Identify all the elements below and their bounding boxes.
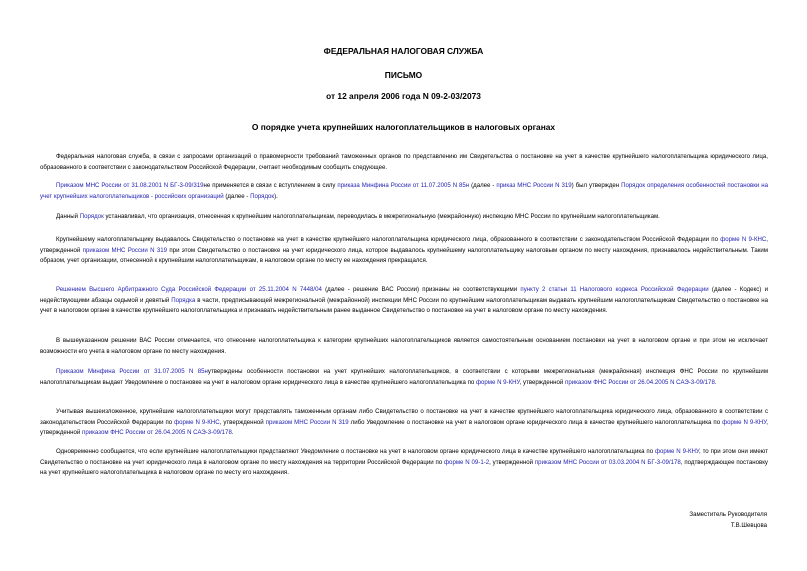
link-order-mns-319[interactable]: приказ МНС России N 319 [496, 182, 572, 189]
signature-position: Заместитель Руководителя [689, 511, 767, 518]
paragraph-text: (далее - [469, 182, 497, 189]
paragraph-text: , утвержденной [219, 418, 266, 426]
paragraph-conclusion [40, 407, 768, 439]
paragraph-text: при этом Свидетельство о постановке на учет юридического лица, которое выдавалось крупнейшему налогоплательщику налоговым органом по месту нахождения, признавалось недействительным. Таким образом, учет организации, отнесенной к крупнейшим налогоплательщикам, в налоговом органе по месту ее нахождения прекращался. [40, 246, 768, 265]
paragraph-text: устанавливал, что организация, отнесенная к крупнейшим налогоплательщикам, переводилась в межрегиональную (межрайонную) инспекцию МНС России по крупнейшим налогоплательщикам. [103, 213, 660, 220]
paragraph-text: , подтверждающее постановку на учет крупнейшего налогоплательщика в налоговом органе по месту его нахождения. [40, 458, 768, 477]
link-tax-code-article-11[interactable]: пункту 2 статьи 11 Налогового кодекса Российской Федерации [520, 286, 709, 293]
paragraph-text: (далее - решение ВАС России) признаны не соответствующими [321, 286, 521, 293]
link-procedure-short[interactable]: Порядок [250, 192, 275, 200]
link-procedure-short[interactable]: Порядка [171, 296, 196, 304]
link-order-fns-sae-178[interactable]: приказом ФНС России от 26.04.2005 N САЭ-3-09/178 [82, 429, 232, 437]
link-form-09-1-2[interactable]: форме N 09-1-2 [444, 458, 490, 466]
link-form-9-knu[interactable]: форме N 9-КНУ [476, 378, 520, 386]
agency-name: ФЕДЕРАЛЬНАЯ НАЛОГОВАЯ СЛУЖБА [323, 46, 484, 56]
link-procedure-short[interactable]: Порядок [79, 213, 104, 220]
link-order-minfin-85n[interactable]: Приказом Минфина России от 31.07.2005 N 85н [56, 368, 208, 375]
paragraph-intro [40, 152, 768, 173]
link-form-9-knu[interactable]: форме N 9-КНУ [655, 448, 699, 455]
signature-name: Т.В.Шевцова [730, 522, 767, 529]
paragraph-text: утверждены особенности постановки на учет крупнейших налогоплательщиков, в соответствии с которыми межрегиональная (межрайонная) инспекция ФНС России по крупнейшим налогоплательщикам выдает Уведомление о постановке на учет в налоговом органе юридического лица в качестве крупнейшего налогоплательщика по [40, 368, 769, 386]
paragraph-text: . [231, 429, 234, 437]
paragraph-additional [40, 447, 768, 479]
link-form-9-kns[interactable]: форме N 9-КНС [720, 236, 767, 243]
paragraph-procedure [40, 212, 768, 223]
paragraph-text: , то при этом они имеют Свидетельство о постановке на учет юридического лица в налоговом органе по месту нахождения на территории Российской Федерации по [40, 448, 768, 466]
link-order-minfin-85n[interactable]: приказа Минфина России от 11.07.2005 N 85н [337, 182, 470, 189]
paragraph-text: , утвержденной [519, 378, 566, 386]
paragraph-text: , утвержденной [40, 236, 768, 254]
paragraph-certificate [40, 235, 768, 267]
paragraph-order-319 [40, 181, 768, 202]
paragraph-text: Данный [56, 213, 80, 220]
link-form-9-kns[interactable]: форме N 9-КНС [174, 418, 220, 426]
link-court-decision[interactable]: Решением Высшего Арбитражного Суда Российской Федерации от 25.11.2004 N 7448/04 [56, 286, 322, 293]
paragraph-court-decision [40, 285, 768, 317]
paragraph-text: . [714, 378, 717, 386]
link-procedure[interactable]: Порядок определения особенностей постановки на учет крупнейших налогоплательщиков - российских организаций [40, 182, 768, 200]
link-form-9-knu[interactable]: форме N 9-КНУ [722, 418, 767, 426]
link-order-mns-bg-178[interactable]: приказом МНС России от 03.03.2004 N БГ-3-09/178 [534, 458, 681, 466]
paragraph-vas-note [40, 336, 768, 357]
paragraph-order-85n [40, 367, 768, 388]
paragraph-text: , утвержденной [40, 418, 768, 437]
paragraph-text: В вышеуказанном решении ВАС России отмечается, что отнесение налогоплательщика к категории крупнейших налогоплательщиков является самостоятельным основанием постановки на учет в налоговом органе и при этом не исключает возможности его учета в налоговом органе по месту нахождения. [40, 337, 768, 355]
paragraph-text: в части, предписывающей межрегиональной (межрайонной) инспекции МНС России по крупнейшим налогоплательщикам выдавать крупнейшим налогоплательщикам Свидетельство о постановке на учет в налоговом органе в качестве крупнейшего налогоплательщика и признавать недействительным ранее выданное Свидетельство о постановке на учет в налоговом органе по месту нахождения. [40, 296, 768, 315]
link-order-mns-319[interactable]: Приказом МНС России от 31.08.2001 N БГ-3-09/319 [56, 182, 204, 189]
link-order-mns-319[interactable]: приказом МНС России N 319 [82, 246, 168, 254]
paragraph-text: Одновременно сообщается, что если крупнейшие налогоплательщики представляют Уведомление о постановке на учет в налоговом органе юридического лица в качестве крупнейшего налогоплательщика по [56, 448, 656, 455]
paragraph-text: Учитывая вышеизложенное, крупнейшие налогоплательщики могут представлять таможенным органам либо Свидетельство о постановке на учет в качестве крупнейшего налогоплательщика юридического лица, образованного в соответствии с законодательством Российской Федерации по [40, 408, 768, 426]
document-type: ПИСЬМО [384, 70, 423, 80]
paragraph-text: либо Уведомление о постановке на учет в налоговом органе юридического лица в качестве крупнейшего налогоплательщика по [348, 418, 723, 426]
paragraph-text: (далее - Кодекс) и недействующими абзацы седьмой и девятый [40, 286, 769, 304]
paragraph-text: ). [274, 192, 278, 200]
link-order-mns-319[interactable]: приказом МНС России N 319 [265, 418, 349, 426]
paragraph-text: Крупнейшему налогоплательщику выдавалось Свидетельство о постановке на учет в качестве крупнейшего налогоплательщика юридического лица, образованного в соответствии с законодательством Российской Федерации по [56, 236, 721, 243]
paragraph-text: , утвержденной [489, 458, 535, 466]
paragraph-text: Федеральная налоговая служба, в связи с запросами организаций о правомерности требований таможенных органов по представлению им Свидетельства о постановке на учет в качестве крупнейшего налогоплательщика юридического лица, образованного в соответствии с законодательством Российской Федерации, считает необходимым сообщить следующее. [40, 153, 768, 171]
paragraph-text: не применяется в связи с вступлением в силу [203, 182, 338, 189]
document-title: О порядке учета крупнейших налогоплательщиков в налоговых органах [251, 122, 556, 132]
paragraph-text: ) был утвержден [571, 182, 622, 189]
link-order-fns-sae-178[interactable]: приказом ФНС России от 26.04.2005 N САЭ-3-09/178 [565, 378, 715, 386]
paragraph-text: (далее - [223, 192, 251, 200]
document-date-number: от 12 апреля 2006 года N 09-2-03/2073 [326, 91, 481, 101]
